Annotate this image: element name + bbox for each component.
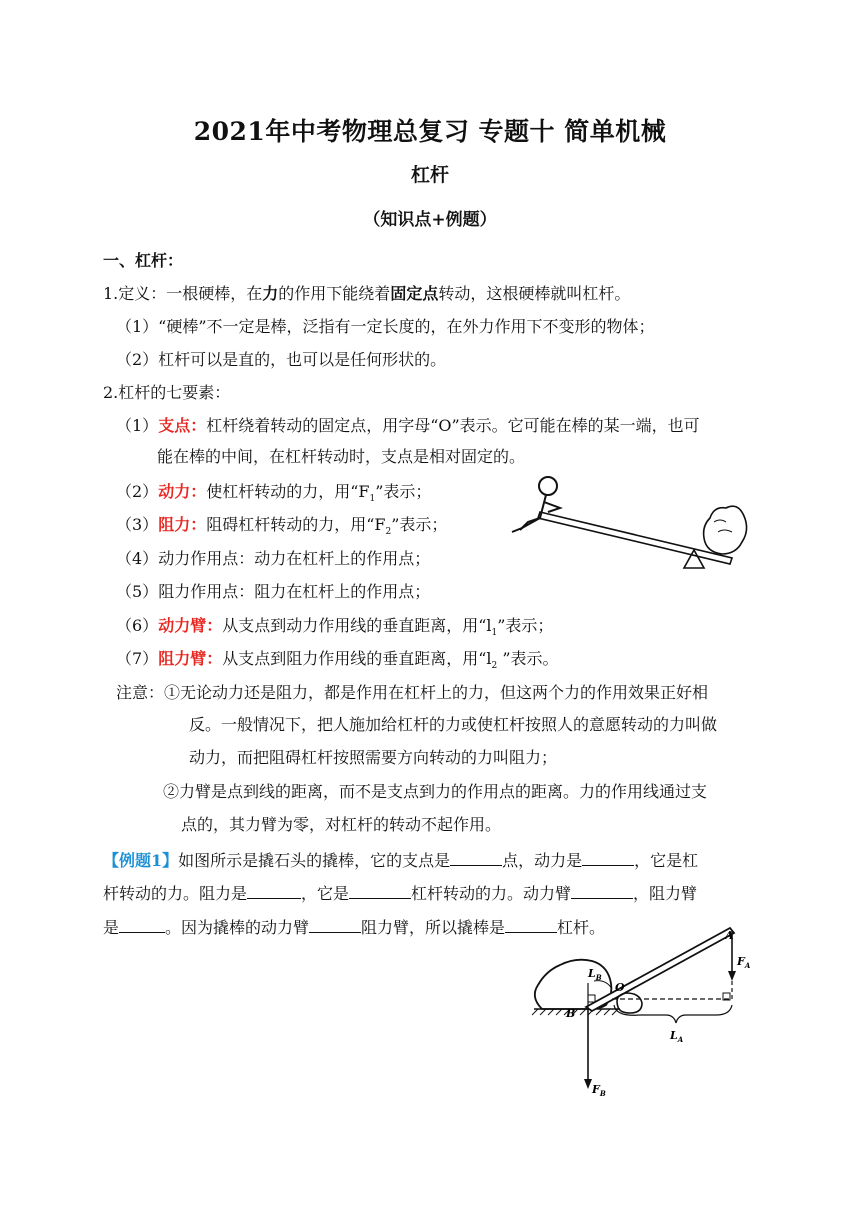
label-point-a: A: [725, 929, 734, 942]
example-line: 【例题1】如图所示是撬石头的撬棒，它的支点是 点，动力是 ，它是杠: [103, 851, 699, 870]
note-line: ②力臂是点到线的距离，而不是支点到力的作用点的距离。力的作用线通过支: [163, 782, 708, 801]
answer-blank[interactable]: [349, 882, 411, 899]
element-effort-arm: （6）动力臂：从支点到动力作用线的垂直距离，用“$l_1$”表示；: [116, 616, 554, 639]
section-subtitle: 杠杆: [410, 164, 449, 186]
label-force-a: $F_A$: [737, 955, 751, 970]
example-line: 杆转动的力。阻力是 ，它是 杠杆转动的力。动力臂 ，阻力臂: [103, 884, 698, 903]
answer-blank[interactable]: [119, 916, 165, 933]
note-line: 注意：①无论动力还是阻力，都是作用在杠杆上的力，但这两个力的作用效果正好相: [116, 683, 709, 702]
answer-blank[interactable]: [247, 882, 301, 899]
note-line: 动力，而把阻碍杠杆按照需要方向转动的力叫阻力；: [189, 748, 558, 767]
label-arm-a: $L_A$: [670, 1029, 684, 1044]
section-heading: 一、杠杆：: [103, 251, 184, 270]
element-load: （3）阻力：阻碍杠杆转动的力，用“$F_2$”表示；: [116, 515, 448, 538]
example-line: 是 。因为撬棒的动力臂 阻力臂，所以撬棒是 杠杆。: [103, 918, 606, 937]
definition-item: （1）“硬棒”不一定是棒，泛指有一定长度的，在外力作用下不变形的物体；: [116, 317, 655, 336]
label-arm-b: $L_B$: [588, 967, 602, 982]
answer-blank[interactable]: [450, 849, 502, 866]
element-load-point: （5）阻力作用点：阻力在杠杆上的作用点；: [116, 582, 431, 601]
element-effort-point: （4）动力作用点：动力在杠杆上的作用点；: [116, 549, 431, 568]
definition-line: 1.定义：一根硬棒，在力的作用下能绕着固定点转动，这根硬棒就叫杠杆。: [103, 284, 631, 303]
element-effort: （2）动力：使杠杆转动的力，用“$F_1$”表示；: [116, 482, 432, 505]
content-note: （知识点+例题）: [363, 210, 497, 230]
definition-item: （2）杠杆可以是直的，也可以是任何形状的。: [116, 350, 447, 369]
answer-blank[interactable]: [582, 849, 634, 866]
note-line: 反。一般情况下，把人施加给杠杆的力或使杠杆按照人的意愿转动的力叫做: [189, 715, 718, 734]
label-force-b: $F_B$: [592, 1083, 606, 1098]
answer-blank[interactable]: [571, 882, 633, 899]
seesaw-figure: [500, 472, 750, 572]
note-line: 点的，其力臂为零，对杠杆的转动不起作用。: [181, 815, 502, 834]
element-load-arm: （7）阻力臂：从支点到阻力作用线的垂直距离，用“$l_2$ ”表示。: [116, 649, 559, 672]
crowbar-figure: [520, 925, 760, 1100]
page-title: 2021年中考物理总复习 专题十 简单机械: [193, 117, 667, 146]
example-tag: 【例题1】: [103, 851, 179, 870]
answer-blank[interactable]: [309, 916, 361, 933]
label-point-b: B: [566, 1007, 576, 1020]
label-fulcrum-o: O: [615, 981, 625, 994]
element-fulcrum-cont: 能在棒的中间，在杠杆转动时，支点是相对固定的。: [157, 447, 526, 466]
element-fulcrum: （1）支点：杠杆绕着转动的固定点，用字母“O”表示。它可能在棒的某一端，也可: [116, 416, 700, 435]
elements-heading: 2.杠杆的七要素：: [103, 383, 231, 402]
